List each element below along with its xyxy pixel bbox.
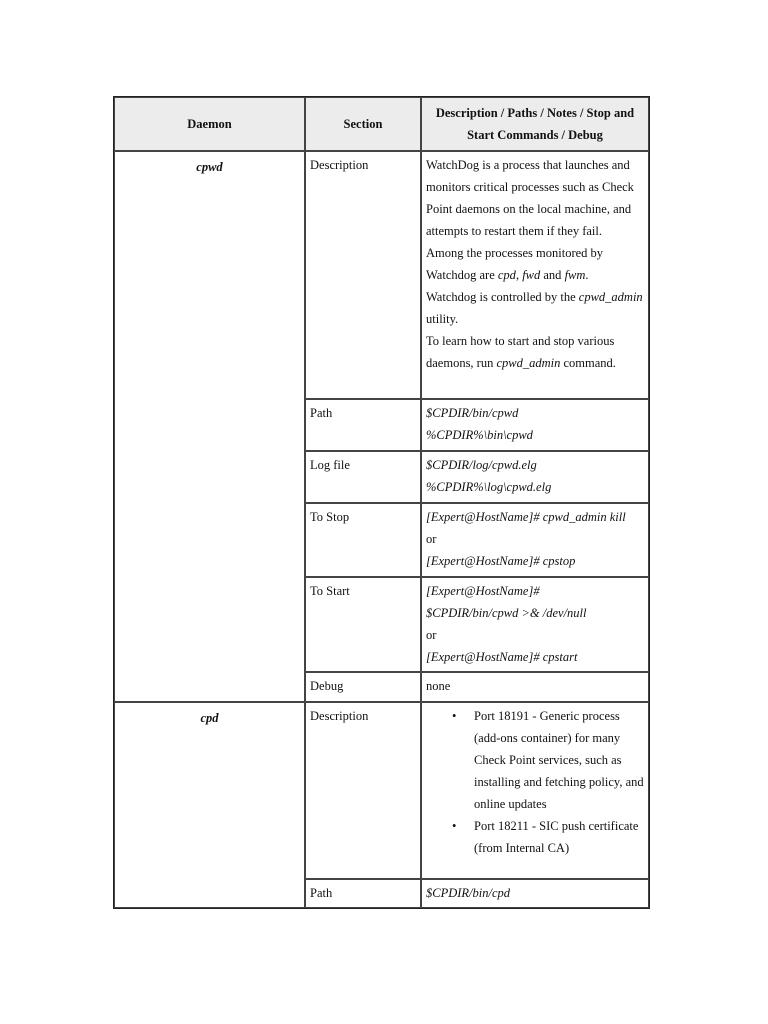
cpwd-description-label <box>305 151 421 399</box>
cpd-path-label <box>305 879 421 908</box>
cpwd-description-text <box>421 151 649 399</box>
or-text: or <box>426 628 437 642</box>
text-run: Watchdog is controlled by the <box>426 290 579 304</box>
daemon-cpd <box>114 702 305 908</box>
cpwd-start-label <box>305 577 421 672</box>
text-run: , <box>515 268 523 282</box>
log-linux: $CPDIR/log/cpwd.elg <box>426 458 537 472</box>
desc-paragraph <box>426 286 644 330</box>
cpwd-debug-label <box>305 672 421 702</box>
text-run: utility. <box>426 312 459 326</box>
section-label: To Start <box>310 584 350 598</box>
section-label: To Stop <box>310 510 350 524</box>
section-label: Path <box>310 406 333 420</box>
start-command: $CPDIR/bin/cpwd >& /dev/null <box>426 606 587 620</box>
header-description <box>421 97 649 151</box>
header-description-line1: Description / Paths / Notes / Stop and <box>435 106 635 120</box>
cpd-description-label <box>305 702 421 879</box>
cpwd-debug-value <box>421 672 649 702</box>
or-text: or <box>426 532 437 546</box>
header-section <box>305 97 421 151</box>
stop-command: [Expert@HostName]# cpwd_admin kill <box>426 510 626 524</box>
cpwd-path-value <box>421 399 649 451</box>
start-command: [Expert@HostName]# <box>426 584 540 598</box>
text-run: fwd <box>522 268 541 282</box>
cpwd-stop-label <box>305 503 421 577</box>
cpwd-log-value <box>421 451 649 503</box>
list-item: • Port 18211 - SIC push certificate (from Internal CA) <box>474 815 644 859</box>
desc-paragraph <box>426 242 644 286</box>
section-label: Debug <box>310 679 344 693</box>
text-run: command. <box>560 356 616 370</box>
path-windows: %CPDIR%\bin\cpwd <box>426 428 533 442</box>
cpd-path-value <box>421 879 649 908</box>
text-run: fwm <box>564 268 586 282</box>
desc-paragraph: WatchDog is a process that launches and monitors critical processes such as Check Point daemons on the local machine, and attempts to restart them if they fail. <box>426 158 634 238</box>
section-label: Path <box>310 886 333 900</box>
section-label: Log file <box>310 458 350 472</box>
cpwd-start-value <box>421 577 649 672</box>
start-command: [Expert@HostName]# cpstart <box>426 650 578 664</box>
text-run: cpwd_admin <box>496 356 561 370</box>
stop-command: [Expert@HostName]# cpstop <box>426 554 576 568</box>
text-run: and <box>540 268 565 282</box>
section-label: Description <box>310 709 369 723</box>
cpwd-stop-value <box>421 503 649 577</box>
daemon-table <box>113 96 650 909</box>
section-label: Description <box>310 158 369 172</box>
debug-value: none <box>426 679 451 693</box>
daemon-cpd-name: cpd <box>200 711 219 725</box>
list-item: • Port 18191 - Generic process (add-ons container) for many Check Point services, such as installing and fetching policy, and online updates <box>474 705 644 815</box>
text-run: Among the processes monitored by Watchdog are <box>426 246 604 282</box>
log-windows: %CPDIR%\log\cpwd.elg <box>426 480 552 494</box>
cpwd-log-label <box>305 451 421 503</box>
daemon-cpwd-name: cpwd <box>196 160 223 174</box>
text-run: cpd <box>497 268 516 282</box>
cpd-description-text <box>421 702 649 879</box>
port-list <box>426 705 644 859</box>
text-run: cpwd_admin <box>578 290 643 304</box>
text-run: To learn how to start and stop various daemons, run <box>426 334 615 370</box>
path-linux: $CPDIR/bin/cpd <box>426 886 511 900</box>
header-section-label: Section <box>343 117 383 131</box>
header-daemon-label: Daemon <box>187 117 232 131</box>
header-daemon <box>114 97 305 151</box>
text-run: . <box>585 268 589 282</box>
daemon-cpwd <box>114 151 305 702</box>
cpwd-path-label <box>305 399 421 451</box>
desc-paragraph <box>426 330 644 374</box>
path-linux: $CPDIR/bin/cpwd <box>426 406 519 420</box>
header-description-line2: Start Commands / Debug <box>467 128 603 142</box>
